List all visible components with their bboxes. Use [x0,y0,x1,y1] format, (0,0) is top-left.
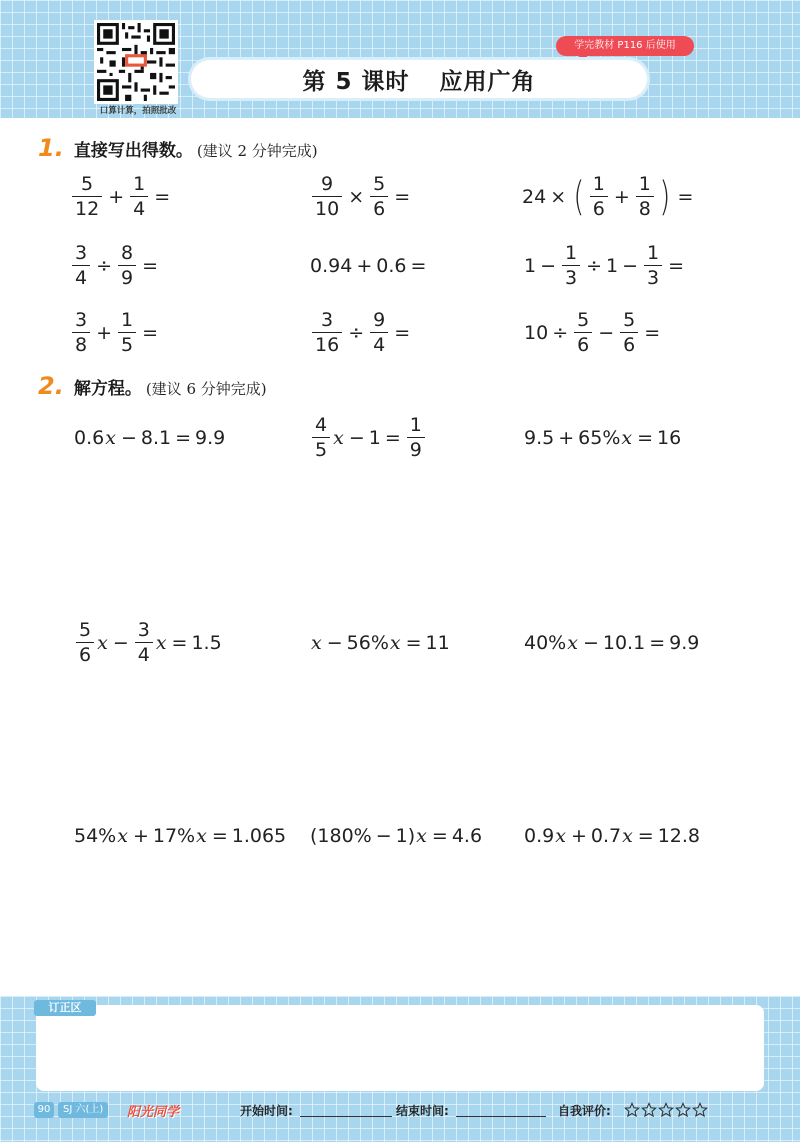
star-icon[interactable] [658,1102,674,1118]
problem-1-b: $\frac{9}{10}$ × $\frac{5}{6}$ = [310,172,414,222]
qr-code[interactable] [94,20,178,104]
fraction: $\frac{5}{6}$ [370,175,388,219]
section-number: 2. [38,372,64,400]
fraction: $\frac{9}{4}$ [370,311,388,355]
equation-2-b: $\frac{4}{5}$ x − 1 = $\frac{1}{9}$ [310,413,427,463]
fraction: $\frac{1}{3}$ [644,244,662,288]
page-number: 90 [34,1102,54,1118]
problem-1-e: 0.94 + 0.6 = [310,255,427,277]
problem-1-i: 10 ÷ $\frac{5}{6}$ − $\frac{5}{6}$ = [524,309,661,356]
fraction: $\frac{5}{6}$ [574,311,592,355]
star-icon[interactable] [692,1102,708,1118]
problem-1-a: $\frac{5}{12}$ + $\frac{1}{4}$ = [70,172,174,222]
equation-2-g: 54% x + 17% x = 1.065 [74,825,287,847]
section-1-heading [38,134,318,162]
equation-2-a: 0.6 x − 8.1 = 9.9 [74,427,226,449]
title-lesson: 第 5 课时 [302,68,410,95]
fraction: $\frac{3}{8}$ [72,311,90,355]
section-number: 1. [38,134,64,162]
start-time-field[interactable] [300,1103,392,1117]
correction-area[interactable] [36,1005,764,1091]
fraction: $\frac{1}{8}$ [636,175,654,219]
start-time-label: 开始时间: [240,1103,293,1118]
problem-1-g: $\frac{3}{8}$ + $\frac{1}{5}$ = [70,308,162,358]
equation-2-h: (180% − 1) x = 4.6 [310,825,483,847]
star-icon[interactable] [641,1102,657,1118]
rating-stars[interactable] [624,1102,708,1118]
equation-2-c: 9.5 + 65% x = 16 [524,427,682,449]
qr-caption: 口算计算，拍照批改 [99,106,177,116]
section-hint: (建议 2 分钟完成) [196,142,318,160]
fraction: $\frac{1}{5}$ [118,311,136,355]
end-time-label: 结束时间: [396,1103,449,1118]
equation-2-d: $\frac{5}{6}$ x − $\frac{3}{4}$ x = 1.5 [74,618,222,668]
problem-1-c: 24 × ( $\frac{1}{6}$ + $\frac{1}{8}$ ) = [522,173,694,220]
fraction: $\frac{5}{6}$ [620,311,638,355]
section-2-heading [38,372,267,400]
page-title [191,60,647,98]
self-eval-label: 自我评价: [558,1103,611,1118]
section-label: 解方程。 [73,379,142,399]
title-topic: 应用广角 [439,68,536,95]
equation-2-f: 40% x − 10.1 = 9.9 [524,632,700,654]
fraction: $\frac{3}{4}$ [135,621,153,665]
correction-label: 订正区 [34,1000,96,1016]
usage-badge: 学完教材 P116 后使用 [556,36,694,56]
fraction: $\frac{1}{3}$ [562,244,580,288]
fraction: $\frac{8}{9}$ [118,244,136,288]
problem-1-d: $\frac{3}{4}$ ÷ $\frac{8}{9}$ = [70,241,162,291]
problem-1-h: $\frac{3}{16}$ ÷ $\frac{9}{4}$ = [310,308,414,358]
end-time-field[interactable] [456,1103,546,1117]
fraction: $\frac{9}{10}$ [312,175,342,219]
star-icon[interactable] [624,1102,640,1118]
fraction: $\frac{4}{5}$ [312,416,330,460]
fraction: $\frac{1}{6}$ [590,175,608,219]
equation-2-e: x − 56% x = 11 [311,632,450,654]
footer [0,1096,800,1124]
fraction: $\frac{3}{4}$ [72,244,90,288]
fraction: $\frac{3}{16}$ [312,311,342,355]
fraction: $\frac{1}{9}$ [407,416,425,460]
equation-2-i: 0.9 x + 0.7 x = 12.8 [524,825,701,847]
fraction: $\frac{5}{12}$ [72,175,102,219]
grade-tag: SJ 六(上) [58,1102,108,1118]
fraction: $\frac{1}{4}$ [130,175,148,219]
brand-logo: 阳光同学 [127,1104,180,1120]
section-hint: (建议 6 分钟完成) [145,380,267,398]
problem-1-f: 1 − $\frac{1}{3}$ ÷ 1 − $\frac{1}{3}$ = [524,242,685,289]
fraction: $\frac{5}{6}$ [76,621,94,665]
section-label: 直接写出得数。 [73,141,193,161]
qr-code-icon [97,23,175,101]
star-icon[interactable] [675,1102,691,1118]
